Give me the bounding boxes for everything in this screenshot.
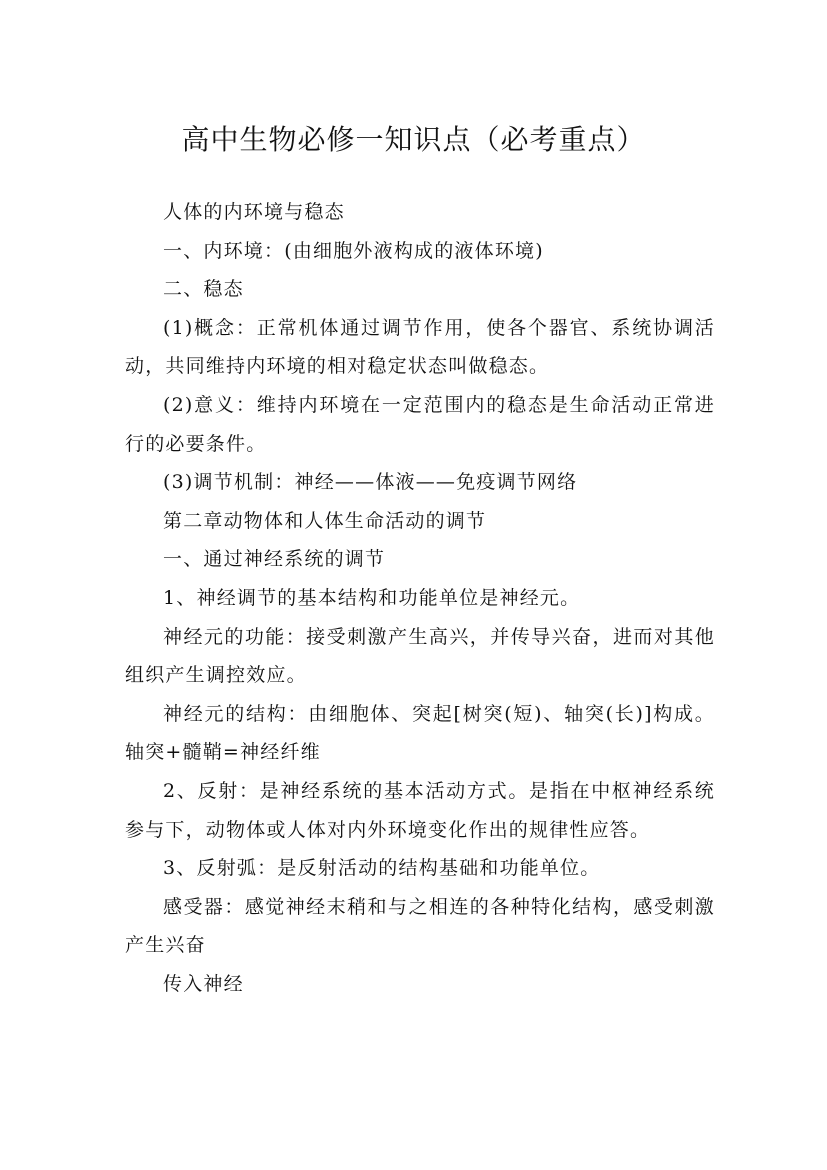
paragraph: (3)调节机制：神经——体液——免疫调节网络: [163, 471, 578, 494]
paragraph: 一、通过神经系统的调节: [163, 548, 386, 571]
paragraph: 传入神经: [163, 972, 244, 995]
paragraph: 二、稳态: [163, 278, 244, 301]
paragraph: 人体的内环境与稳态: [163, 201, 345, 223]
paragraph: 3、反射弧：是反射活动的结构基础和功能单位。: [163, 857, 601, 880]
document-body: [125, 193, 715, 1003]
paragraph: 神经元的功能：接受刺激产生高兴，并传导兴奋，进而对其他组织产生调控效应。: [125, 625, 715, 687]
paragraph: 感受器：感觉神经末稍和与之相连的各种特化结构，感受刺激产生兴奋: [125, 895, 715, 957]
paragraph: 2、反射：是神经系统的基本活动方式。是指在中枢神经系统参与下，动物体或人体对内外环境变化作出的规律性应答。: [125, 779, 715, 841]
paragraph: (2)意义：维持内环境在一定范围内的稳态是生命活动正常进行的必要条件。: [125, 393, 715, 455]
paragraph: 一、内环境：(由细胞外液构成的液体环境): [163, 239, 544, 262]
paragraph: 第二章动物体和人体生命活动的调节: [163, 509, 487, 532]
paragraph: (1)概念：正常机体通过调节作用，使各个器官、系统协调活动，共同维持内环境的相对稳定状态叫做稳态。: [125, 316, 715, 378]
paragraph: 1、神经调节的基本结构和功能单位是神经元。: [163, 586, 581, 609]
document-title: 高中生物必修一知识点（必考重点）: [181, 122, 646, 156]
paragraph: 神经元的结构：由细胞体、突起[树突(短)、轴突(长)]构成。轴突+髓鞘=神经纤维: [125, 702, 715, 764]
